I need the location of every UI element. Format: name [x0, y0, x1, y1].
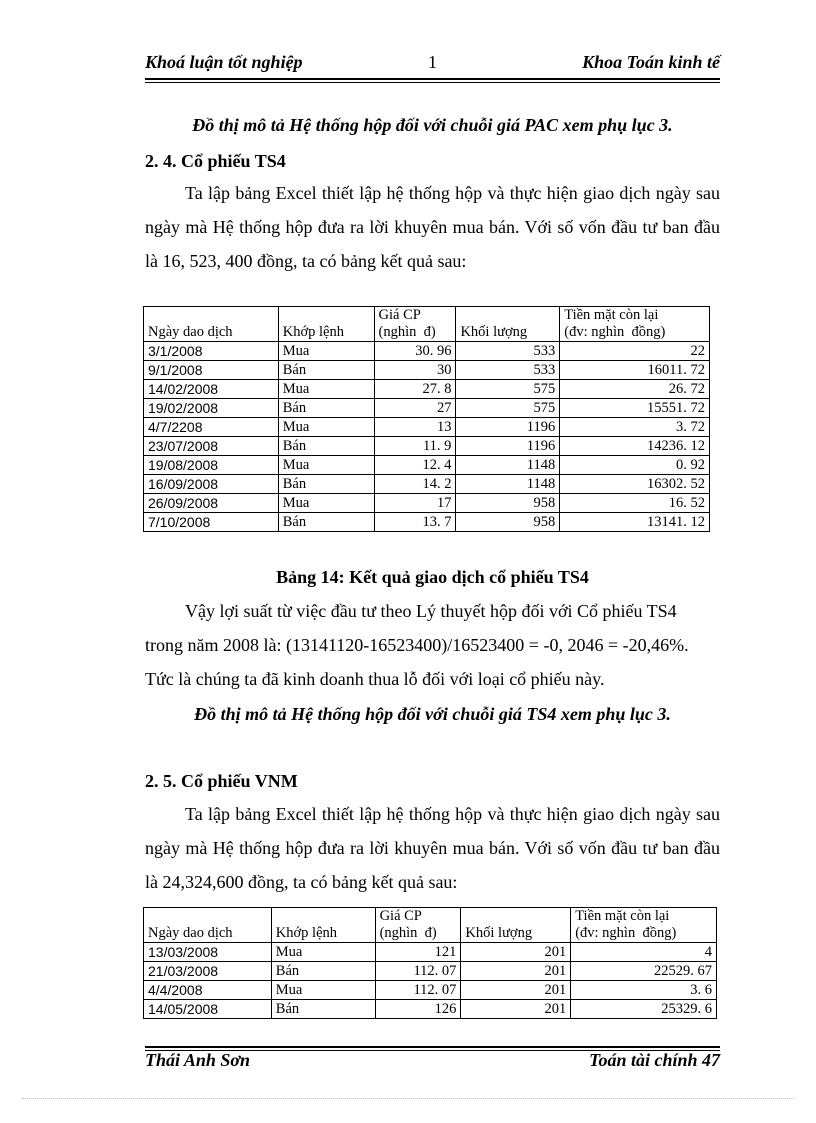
cell-price: 121: [375, 943, 461, 962]
column-header-order: Khớp lệnh: [271, 908, 375, 943]
cell-volume: 1148: [456, 456, 560, 475]
cell-price: 112. 07: [375, 962, 461, 981]
cell-price: 27. 8: [374, 380, 456, 399]
ts4-result-line-3: Tức là chúng ta đã kinh doanh thua lỗ đối với loại cổ phiếu này.: [145, 669, 605, 689]
cell-cash: 13141. 12: [560, 513, 710, 532]
cell-cash: 16011. 72: [560, 361, 710, 380]
cell-price: 13. 7: [374, 513, 456, 532]
column-header-volume: Khối lượng: [461, 908, 571, 943]
cell-order: Mua: [271, 943, 375, 962]
header-rule: [145, 78, 720, 83]
cell-price: 12. 4: [374, 456, 456, 475]
column-header-cash: Tiền mặt còn lại (đv: nghìn đồng): [571, 908, 717, 943]
cell-price: 112. 07: [375, 981, 461, 1000]
vnm-results-table: [143, 907, 717, 1019]
cell-order: Bán: [278, 513, 374, 532]
ts4-results-table: [143, 306, 710, 532]
cell-volume: 1196: [456, 418, 560, 437]
column-header-cash: Tiền mặt còn lại (đv: nghìn đồng): [560, 307, 710, 342]
cell-volume: 958: [456, 513, 560, 532]
table-row: [144, 342, 710, 361]
cell-volume: 958: [456, 494, 560, 513]
table-row: [144, 418, 710, 437]
cell-price: 27: [374, 399, 456, 418]
cell-price: 17: [374, 494, 456, 513]
cell-date: 19/08/2008: [144, 456, 279, 475]
column-header-price: Giá CP (nghìn đ): [375, 908, 461, 943]
footer-author: Thái Anh Sơn: [145, 1050, 251, 1070]
cell-volume: 575: [456, 399, 560, 418]
cell-volume: 575: [456, 380, 560, 399]
cell-cash: 22: [560, 342, 710, 361]
cell-date: 23/07/2008: [144, 437, 279, 456]
cell-date: 19/02/2008: [144, 399, 279, 418]
ts4-heading: 2. 4. Cổ phiếu TS4: [145, 151, 286, 171]
cell-cash: 15551. 72: [560, 399, 710, 418]
table-row: [144, 1000, 717, 1019]
header-page-number: 1: [428, 52, 437, 72]
cell-volume: 201: [461, 981, 571, 1000]
ts4-table-caption: Bảng 14: Kết quả giao dịch cổ phiếu TS4: [276, 567, 589, 587]
ts4-result-line-1: Vậy lợi suất từ việc đầu tư theo Lý thuyết hộp đối với Cổ phiếu TS4: [185, 601, 677, 621]
cell-date: 7/10/2008: [144, 513, 279, 532]
cell-cash: 0. 92: [560, 456, 710, 475]
cell-cash: 14236. 12: [560, 437, 710, 456]
table-row: [144, 981, 717, 1000]
cell-cash: 26. 72: [560, 380, 710, 399]
table-row: [144, 962, 717, 981]
cell-date: 3/1/2008: [144, 342, 279, 361]
cell-date: 26/09/2008: [144, 494, 279, 513]
vnm-table-clip: [140, 905, 720, 1033]
cell-volume: 201: [461, 962, 571, 981]
cell-volume: 533: [456, 342, 560, 361]
header-thesis-title: Khoá luận tốt nghiệp: [145, 52, 303, 72]
cell-date: 4/7/2208: [144, 418, 279, 437]
cell-order: Mua: [278, 456, 374, 475]
column-header-volume: Khối lượng: [456, 307, 560, 342]
cell-cash: 3. 6: [571, 981, 717, 1000]
cell-order: Bán: [278, 361, 374, 380]
cell-date: 9/1/2008: [144, 361, 279, 380]
cell-price: 30: [374, 361, 456, 380]
cell-price: 14. 2: [374, 475, 456, 494]
cell-date: 14/05/2008: [144, 1000, 272, 1019]
cell-volume: 1148: [456, 475, 560, 494]
vnm-intro-paragraph: Ta lập bảng Excel thiết lập hệ thống hộp và thực hiện giao dịch ngày sau ngày mà Hệ thống hộp đưa ra lời khuyên mua bán. Với số vốn đầu tư ban đầu là 24,324,600 đồng, ta có bảng kết quả sau:: [145, 804, 720, 892]
column-header-order: Khớp lệnh: [278, 307, 374, 342]
cell-date: 4/4/2008: [144, 981, 272, 1000]
cell-cash: 22529. 67: [571, 962, 717, 981]
cell-order: Bán: [278, 475, 374, 494]
table-row: [144, 456, 710, 475]
cell-price: 30. 96: [374, 342, 456, 361]
column-header-date: Ngày dao dịch: [144, 908, 272, 943]
cell-cash: 3. 72: [560, 418, 710, 437]
table-row: [144, 437, 710, 456]
table-header-row: [144, 307, 710, 342]
footer-class: Toán tài chính 47: [589, 1050, 720, 1070]
page-footer: [145, 1050, 720, 1076]
ts4-chart-note: Đồ thị mô tả Hệ thống hộp đối với chuỗi giá TS4 xem phụ lục 3.: [194, 704, 671, 724]
table-row: [144, 943, 717, 962]
cell-order: Mua: [278, 380, 374, 399]
cell-date: 13/03/2008: [144, 943, 272, 962]
cell-price: 11. 9: [374, 437, 456, 456]
cell-date: 14/02/2008: [144, 380, 279, 399]
cell-volume: 201: [461, 943, 571, 962]
page-edge-dotted-line: [22, 1098, 794, 1099]
cell-order: Bán: [271, 1000, 375, 1019]
column-header-date: Ngày dao dịch: [144, 307, 279, 342]
pac-chart-note: Đồ thị mô tả Hệ thống hộp đối với chuỗi giá PAC xem phụ lục 3.: [192, 115, 673, 135]
table-row: [144, 513, 710, 532]
cell-order: Mua: [278, 418, 374, 437]
table-header-row: [144, 908, 717, 943]
cell-volume: 533: [456, 361, 560, 380]
cell-order: Mua: [278, 494, 374, 513]
table-row: [144, 380, 710, 399]
cell-cash: 4: [571, 943, 717, 962]
cell-price: 13: [374, 418, 456, 437]
cell-cash: 16. 52: [560, 494, 710, 513]
cell-price: 126: [375, 1000, 461, 1019]
cell-date: 16/09/2008: [144, 475, 279, 494]
ts4-result-line-2: trong năm 2008 là: (13141120-16523400)/16523400 = -0, 2046 = -20,46%.: [145, 635, 689, 655]
column-header-price: Giá CP (nghìn đ): [374, 307, 456, 342]
ts4-intro-paragraph: Ta lập bảng Excel thiết lập hệ thống hộp và thực hiện giao dịch ngày sau ngày mà Hệ thống hộp đưa ra lời khuyên mua bán. Với số vốn đầu tư ban đầu là 16, 523, 400 đồng, ta có bảng kết quả sau:: [145, 183, 720, 271]
table-row: [144, 399, 710, 418]
header-faculty: Khoa Toán kinh tế: [582, 52, 720, 72]
cell-order: Mua: [278, 342, 374, 361]
cell-date: 21/03/2008: [144, 962, 272, 981]
cell-cash: 16302. 52: [560, 475, 710, 494]
cell-volume: 1196: [456, 437, 560, 456]
cell-volume: 201: [461, 1000, 571, 1019]
vnm-heading: 2. 5. Cổ phiếu VNM: [145, 771, 298, 791]
cell-order: Bán: [278, 399, 374, 418]
table-row: [144, 475, 710, 494]
cell-order: Mua: [271, 981, 375, 1000]
cell-order: Bán: [278, 437, 374, 456]
table-row: [144, 361, 710, 380]
page-header: [145, 52, 720, 78]
table-row: [144, 494, 710, 513]
cell-order: Bán: [271, 962, 375, 981]
cell-cash: 25329. 6: [571, 1000, 717, 1019]
